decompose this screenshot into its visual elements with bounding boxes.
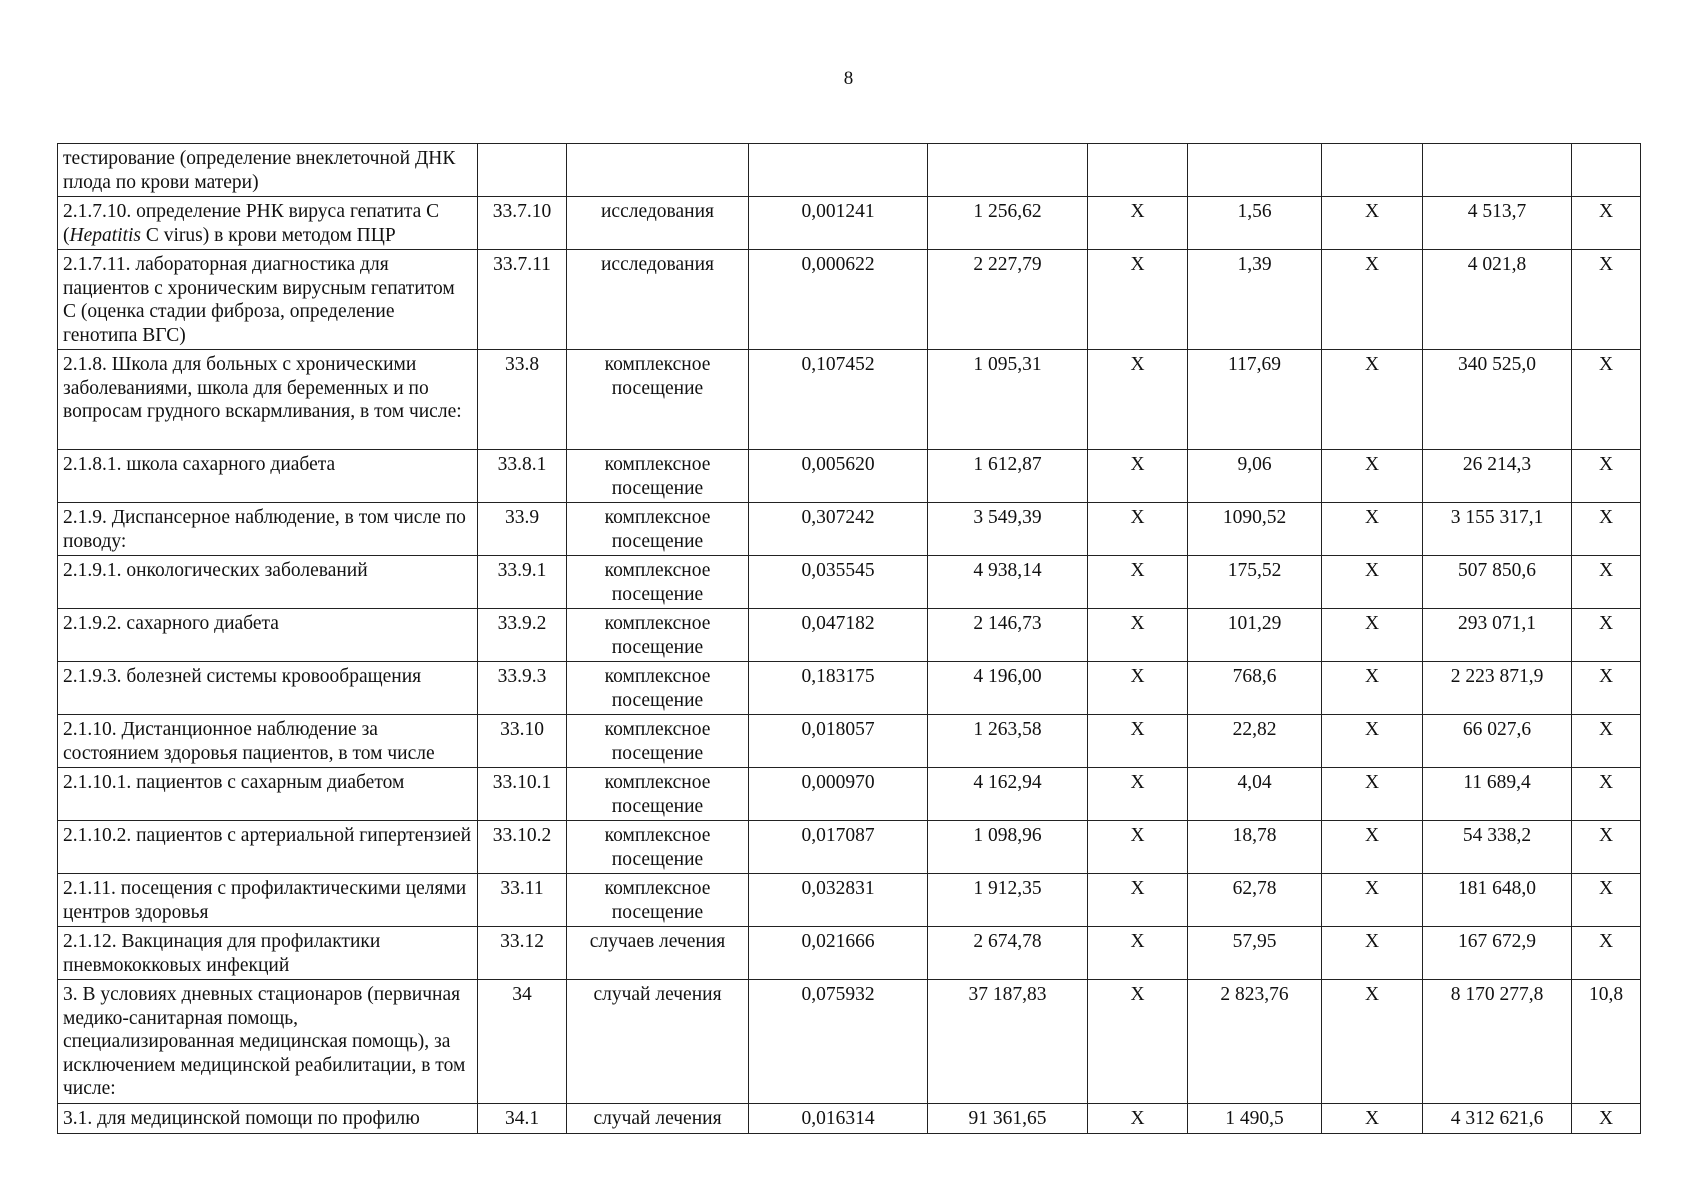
col7-cell: 1090,52 bbox=[1188, 503, 1322, 556]
code-cell: 33.9.2 bbox=[478, 609, 567, 662]
unit-cell: случай лечения bbox=[567, 980, 749, 1104]
code-cell bbox=[478, 144, 567, 197]
code-cell: 34 bbox=[478, 980, 567, 1104]
col7-cell: 768,6 bbox=[1188, 662, 1322, 715]
tariff-table bbox=[57, 143, 1641, 1134]
cost-cell: 3 549,39 bbox=[928, 503, 1088, 556]
name-cell: 2.1.11. посещения с профилактическими целями центров здоровья bbox=[58, 874, 478, 927]
col10-cell: X bbox=[1572, 609, 1641, 662]
col9-cell: 167 672,9 bbox=[1423, 927, 1572, 980]
col6-cell: X bbox=[1088, 980, 1188, 1104]
code-cell: 33.9.1 bbox=[478, 556, 567, 609]
col9-cell: 507 850,6 bbox=[1423, 556, 1572, 609]
code-cell: 33.9.3 bbox=[478, 662, 567, 715]
norm-cell: 0,183175 bbox=[749, 662, 928, 715]
col6-cell: X bbox=[1088, 503, 1188, 556]
col10-cell: 10,8 bbox=[1572, 980, 1641, 1104]
col10-cell: X bbox=[1572, 662, 1641, 715]
unit-cell: комплексное посещение bbox=[567, 503, 749, 556]
col7-cell: 1 490,5 bbox=[1188, 1103, 1322, 1133]
name-cell: 2.1.9.2. сахарного диабета bbox=[58, 609, 478, 662]
col8-cell: X bbox=[1322, 662, 1423, 715]
unit-cell: комплексное посещение bbox=[567, 662, 749, 715]
col8-cell: X bbox=[1322, 197, 1423, 250]
table-row bbox=[58, 350, 1641, 450]
col10-cell: X bbox=[1572, 450, 1641, 503]
col7-cell: 117,69 bbox=[1188, 350, 1322, 450]
norm-cell: 0,075932 bbox=[749, 980, 928, 1104]
norm-cell: 0,000970 bbox=[749, 768, 928, 821]
name-cell: 2.1.7.11. лабораторная диагностика для пациентов с хроническим вирусным гепатитом С (оценка стадии фиброза, определение генотипа ВГС) bbox=[58, 250, 478, 350]
col7-cell: 62,78 bbox=[1188, 874, 1322, 927]
col6-cell: X bbox=[1088, 768, 1188, 821]
col9-cell: 340 525,0 bbox=[1423, 350, 1572, 450]
name-cell: 3.1. для медицинской помощи по профилю bbox=[58, 1103, 478, 1133]
unit-cell: исследования bbox=[567, 250, 749, 350]
col9-cell: 11 689,4 bbox=[1423, 768, 1572, 821]
cost-cell: 4 162,94 bbox=[928, 768, 1088, 821]
table-row bbox=[58, 503, 1641, 556]
name-cell: 2.1.12. Вакцинация для профилактики пневмококковых инфекций bbox=[58, 927, 478, 980]
unit-cell: комплексное посещение bbox=[567, 556, 749, 609]
code-cell: 33.10.1 bbox=[478, 768, 567, 821]
col9-cell: 26 214,3 bbox=[1423, 450, 1572, 503]
code-cell: 33.10.2 bbox=[478, 821, 567, 874]
col8-cell: X bbox=[1322, 927, 1423, 980]
col10-cell: X bbox=[1572, 350, 1641, 450]
col8-cell: X bbox=[1322, 350, 1423, 450]
col10-cell: X bbox=[1572, 715, 1641, 768]
code-cell: 34.1 bbox=[478, 1103, 567, 1133]
col6-cell: X bbox=[1088, 609, 1188, 662]
col7-cell: 101,29 bbox=[1188, 609, 1322, 662]
code-cell: 33.8 bbox=[478, 350, 567, 450]
table-row bbox=[58, 662, 1641, 715]
col9-cell: 4 513,7 bbox=[1423, 197, 1572, 250]
col7-cell bbox=[1188, 144, 1322, 197]
table-row bbox=[58, 768, 1641, 821]
cost-cell: 91 361,65 bbox=[928, 1103, 1088, 1133]
name-cell: 2.1.10.1. пациентов с сахарным диабетом bbox=[58, 768, 478, 821]
table-row bbox=[58, 450, 1641, 503]
col9-cell: 2 223 871,9 bbox=[1423, 662, 1572, 715]
col10-cell bbox=[1572, 144, 1641, 197]
name-cell: 2.1.10. Дистанционное наблюдение за состоянием здоровья пациентов, в том числе bbox=[58, 715, 478, 768]
col8-cell: X bbox=[1322, 450, 1423, 503]
code-cell: 33.11 bbox=[478, 874, 567, 927]
col6-cell: X bbox=[1088, 1103, 1188, 1133]
cost-cell: 2 227,79 bbox=[928, 250, 1088, 350]
col7-cell: 9,06 bbox=[1188, 450, 1322, 503]
col10-cell: X bbox=[1572, 927, 1641, 980]
col10-cell: X bbox=[1572, 1103, 1641, 1133]
col8-cell bbox=[1322, 144, 1423, 197]
cost-cell bbox=[928, 144, 1088, 197]
col9-cell: 181 648,0 bbox=[1423, 874, 1572, 927]
col7-cell: 1,56 bbox=[1188, 197, 1322, 250]
col8-cell: X bbox=[1322, 556, 1423, 609]
col8-cell: X bbox=[1322, 715, 1423, 768]
code-cell: 33.7.10 bbox=[478, 197, 567, 250]
name-cell: 2.1.9.3. болезней системы кровообращения bbox=[58, 662, 478, 715]
table-row bbox=[58, 821, 1641, 874]
unit-cell: случаев лечения bbox=[567, 927, 749, 980]
cost-cell: 2 674,78 bbox=[928, 927, 1088, 980]
name-cell: 2.1.8.1. школа сахарного диабета bbox=[58, 450, 478, 503]
cost-cell: 1 098,96 bbox=[928, 821, 1088, 874]
col10-cell: X bbox=[1572, 821, 1641, 874]
col10-cell: X bbox=[1572, 768, 1641, 821]
col7-cell: 175,52 bbox=[1188, 556, 1322, 609]
cost-cell: 37 187,83 bbox=[928, 980, 1088, 1104]
norm-cell: 0,307242 bbox=[749, 503, 928, 556]
table-row bbox=[58, 556, 1641, 609]
cost-cell: 4 938,14 bbox=[928, 556, 1088, 609]
col6-cell bbox=[1088, 144, 1188, 197]
cost-cell: 1 912,35 bbox=[928, 874, 1088, 927]
code-cell: 33.7.11 bbox=[478, 250, 567, 350]
col8-cell: X bbox=[1322, 609, 1423, 662]
col6-cell: X bbox=[1088, 874, 1188, 927]
norm-cell: 0,047182 bbox=[749, 609, 928, 662]
table-row bbox=[58, 980, 1641, 1104]
table-row bbox=[58, 197, 1641, 250]
col7-cell: 18,78 bbox=[1188, 821, 1322, 874]
unit-cell: комплексное посещение bbox=[567, 715, 749, 768]
name-cell: тестирование (определение внеклеточной ДНК плода по крови матери) bbox=[58, 144, 478, 197]
col10-cell: X bbox=[1572, 250, 1641, 350]
table-row bbox=[58, 609, 1641, 662]
col6-cell: X bbox=[1088, 250, 1188, 350]
norm-cell: 0,016314 bbox=[749, 1103, 928, 1133]
unit-cell: исследования bbox=[567, 197, 749, 250]
col10-cell: X bbox=[1572, 874, 1641, 927]
col7-cell: 22,82 bbox=[1188, 715, 1322, 768]
col9-cell: 3 155 317,1 bbox=[1423, 503, 1572, 556]
unit-cell bbox=[567, 144, 749, 197]
norm-cell: 0,035545 bbox=[749, 556, 928, 609]
unit-cell: комплексное посещение bbox=[567, 768, 749, 821]
col9-cell: 293 071,1 bbox=[1423, 609, 1572, 662]
code-cell: 33.8.1 bbox=[478, 450, 567, 503]
col7-cell: 1,39 bbox=[1188, 250, 1322, 350]
cost-cell: 2 146,73 bbox=[928, 609, 1088, 662]
norm-cell: 0,017087 bbox=[749, 821, 928, 874]
col7-cell: 4,04 bbox=[1188, 768, 1322, 821]
col10-cell: X bbox=[1572, 197, 1641, 250]
col7-cell: 57,95 bbox=[1188, 927, 1322, 980]
name-italic-text: Hepatitis bbox=[69, 224, 141, 246]
code-cell: 33.9 bbox=[478, 503, 567, 556]
table-row bbox=[58, 1103, 1641, 1133]
col9-cell: 8 170 277,8 bbox=[1423, 980, 1572, 1104]
norm-cell: 0,005620 bbox=[749, 450, 928, 503]
col6-cell: X bbox=[1088, 821, 1188, 874]
norm-cell: 0,018057 bbox=[749, 715, 928, 768]
col10-cell: X bbox=[1572, 556, 1641, 609]
col9-cell: 66 027,6 bbox=[1423, 715, 1572, 768]
table-row bbox=[58, 715, 1641, 768]
name-cell: 2.1.9.1. онкологических заболеваний bbox=[58, 556, 478, 609]
col6-cell: X bbox=[1088, 927, 1188, 980]
col8-cell: X bbox=[1322, 980, 1423, 1104]
name-text: 2.1.7.10. определение РНК вируса гепатита С ( bbox=[63, 201, 440, 246]
cost-cell: 1 612,87 bbox=[928, 450, 1088, 503]
norm-cell: 0,000622 bbox=[749, 250, 928, 350]
unit-cell: комплексное посещение bbox=[567, 450, 749, 503]
unit-cell: комплексное посещение bbox=[567, 350, 749, 450]
cost-cell: 1 263,58 bbox=[928, 715, 1088, 768]
cost-cell: 4 196,00 bbox=[928, 662, 1088, 715]
name-cell: 3. В условиях дневных стационаров (первичная медико-санитарная помощь, специализированная медицинская помощь), за исключением медицинской реабилитации, в том числе: bbox=[58, 980, 478, 1104]
code-cell: 33.10 bbox=[478, 715, 567, 768]
unit-cell: комплексное посещение bbox=[567, 821, 749, 874]
norm-cell bbox=[749, 144, 928, 197]
name-cell: 2.1.9. Диспансерное наблюдение, в том числе по поводу: bbox=[58, 503, 478, 556]
name-cell: 2.1.10.2. пациентов с артериальной гипертензией bbox=[58, 821, 478, 874]
col8-cell: X bbox=[1322, 821, 1423, 874]
table-row bbox=[58, 874, 1641, 927]
col8-cell: X bbox=[1322, 768, 1423, 821]
col6-cell: X bbox=[1088, 556, 1188, 609]
col6-cell: X bbox=[1088, 197, 1188, 250]
cost-cell: 1 095,31 bbox=[928, 350, 1088, 450]
col9-cell: 54 338,2 bbox=[1423, 821, 1572, 874]
table-row bbox=[58, 144, 1641, 197]
col8-cell: X bbox=[1322, 503, 1423, 556]
table-row bbox=[58, 927, 1641, 980]
col6-cell: X bbox=[1088, 450, 1188, 503]
norm-cell: 0,021666 bbox=[749, 927, 928, 980]
col9-cell: 4 312 621,6 bbox=[1423, 1103, 1572, 1133]
unit-cell: случай лечения bbox=[567, 1103, 749, 1133]
unit-cell: комплексное посещение bbox=[567, 874, 749, 927]
name-cell: 2.1.8. Школа для больных с хроническими заболеваниями, школа для беременных и по вопросам грудного вскармливания, в том числе: bbox=[58, 350, 478, 450]
col9-cell bbox=[1423, 144, 1572, 197]
col8-cell: X bbox=[1322, 1103, 1423, 1133]
col10-cell: X bbox=[1572, 503, 1641, 556]
col6-cell: X bbox=[1088, 662, 1188, 715]
col9-cell: 4 021,8 bbox=[1423, 250, 1572, 350]
col6-cell: X bbox=[1088, 715, 1188, 768]
norm-cell: 0,107452 bbox=[749, 350, 928, 450]
page-number: 8 bbox=[843, 68, 854, 89]
col7-cell: 2 823,76 bbox=[1188, 980, 1322, 1104]
norm-cell: 0,032831 bbox=[749, 874, 928, 927]
code-cell: 33.12 bbox=[478, 927, 567, 980]
col8-cell: X bbox=[1322, 874, 1423, 927]
table-row bbox=[58, 250, 1641, 350]
name-text: C virus) в крови методом ПЦР bbox=[141, 224, 396, 246]
unit-cell: комплексное посещение bbox=[567, 609, 749, 662]
table-body bbox=[58, 144, 1641, 1134]
cost-cell: 1 256,62 bbox=[928, 197, 1088, 250]
name-cell bbox=[58, 197, 478, 250]
col8-cell: X bbox=[1322, 250, 1423, 350]
norm-cell: 0,001241 bbox=[749, 197, 928, 250]
col6-cell: X bbox=[1088, 350, 1188, 450]
